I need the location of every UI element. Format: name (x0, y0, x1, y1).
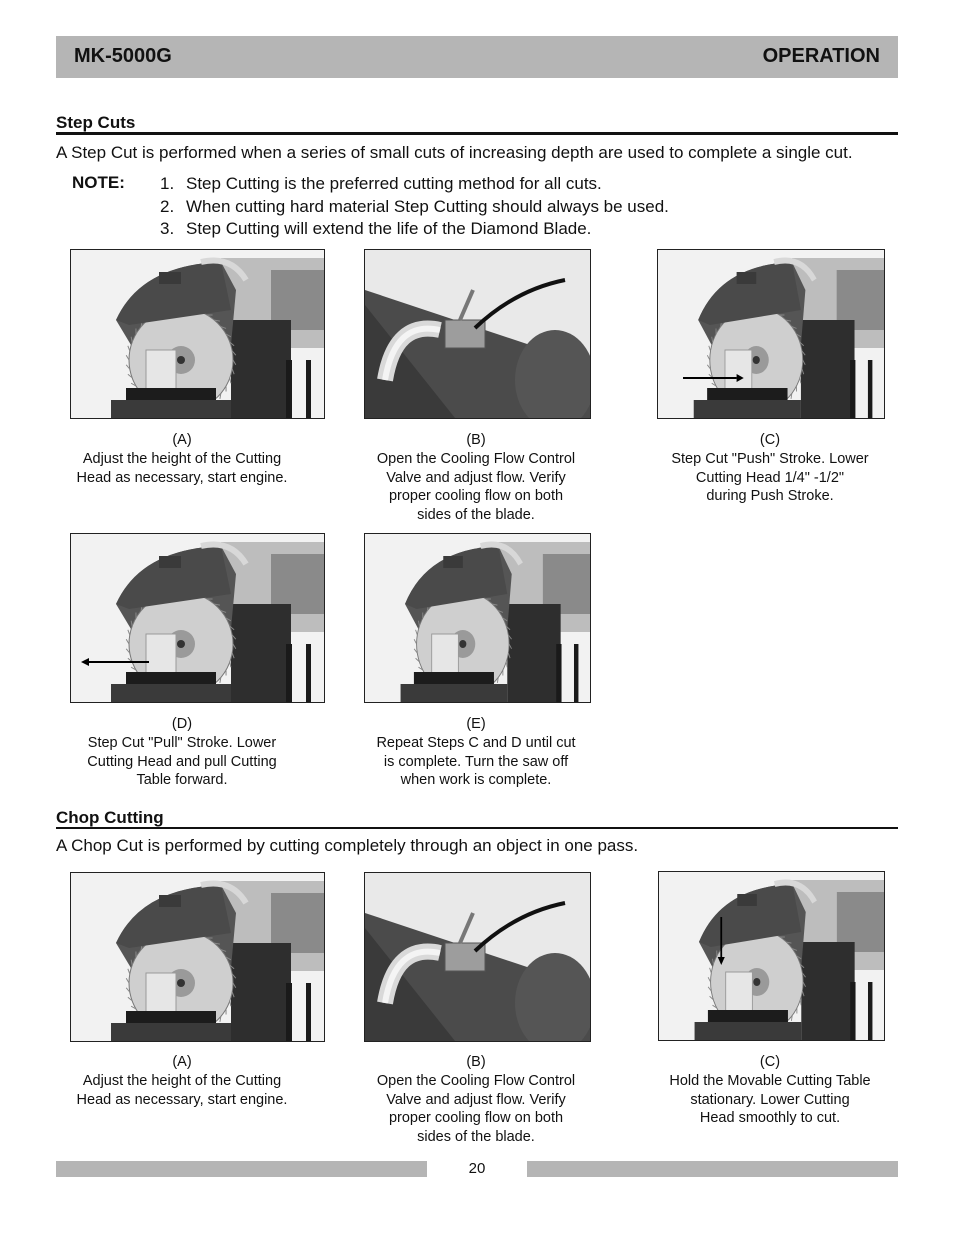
page-header (56, 36, 898, 78)
caption-step-c: (C) Step Cut "Push" Stroke. Lower Cutting Head 1/4" -1/2" during Push Stroke. (671, 432, 869, 505)
step-cuts-title: Step Cuts (56, 113, 136, 132)
chop-cutting-intro: A Chop Cut is performed by cutting completely through an object in one pass. (56, 836, 639, 855)
section-name: OPERATION (762, 45, 880, 67)
photo-step-c (657, 249, 885, 419)
caption-chop-a: (A) Adjust the height of the Cutting Head as necessary, start engine. (76, 1054, 288, 1108)
photo-chop-b (364, 872, 591, 1042)
page-number: 20 (468, 1160, 486, 1177)
caption-step-e: (E) Repeat Steps C and D until cut is complete. Turn the saw off when work is complete. (376, 716, 576, 789)
caption-chop-b: (B) Open the Cooling Flow Control Valve and adjust flow. Verify proper cooling flow on both sides of the blade. (376, 1054, 576, 1146)
step-cuts-intro: A Step Cut is performed when a series of small cuts of increasing depth are used to complete a single cut. (56, 143, 853, 162)
caption-step-d: (D) Step Cut "Pull" Stroke. Lower Cutting Head and pull Cutting Table forward. (87, 716, 277, 789)
photo-step-e (364, 533, 591, 703)
caption-step-a: (A) Adjust the height of the Cutting Head as necessary, start engine. (76, 432, 288, 486)
note-label: NOTE: (72, 173, 125, 192)
footer-bar-right (527, 1161, 898, 1177)
note-list (160, 173, 669, 241)
caption-chop-c: (C) Hold the Movable Cutting Table stationary. Lower Cutting Head smoothly to cut. (669, 1054, 871, 1127)
photo-chop-a (70, 872, 325, 1042)
note-item: 2. When cutting hard material Step Cutting should always be used. (160, 196, 669, 216)
caption-step-b: (B) Open the Cooling Flow Control Valve and adjust flow. Verify proper cooling flow on both sides of the blade. (376, 432, 576, 524)
photo-step-b (364, 249, 591, 419)
photo-step-a (70, 249, 325, 419)
model-name: MK-5000G (74, 45, 172, 67)
step-cuts-rule (56, 132, 898, 135)
photo-chop-c (658, 871, 885, 1041)
note-item: 1. Step Cutting is the preferred cutting method for all cuts. (160, 174, 602, 193)
chop-cutting-rule (56, 827, 898, 829)
footer-bar-left (56, 1161, 427, 1177)
photo-step-d (70, 533, 325, 703)
note-item: 3. Step Cutting will extend the life of the Diamond Blade. (160, 219, 592, 238)
chop-cutting-title: Chop Cutting (56, 808, 164, 827)
